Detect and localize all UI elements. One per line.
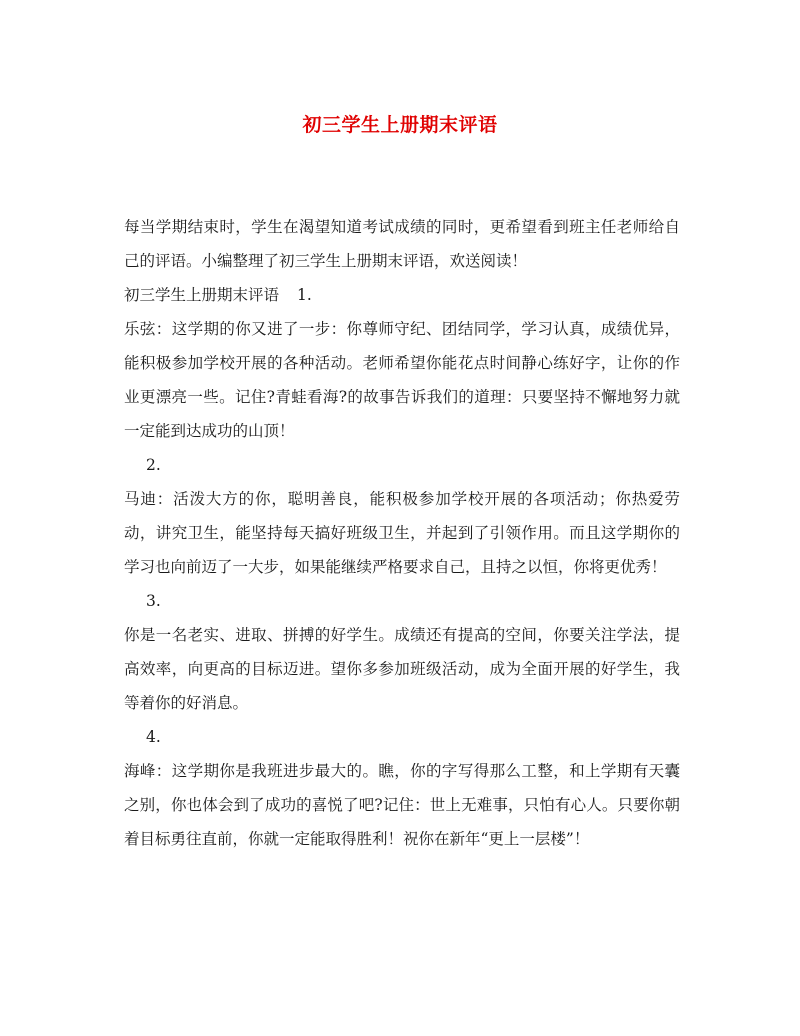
section-heading: 初三学生上册期末评语	[124, 286, 280, 304]
intro-paragraph: 每当学期结束时，学生在渴望知道考试成绩的同时，更希望看到班主任老师给自己的评语。小编整理了初三学生上册期末评语，欢送阅读！	[124, 218, 680, 270]
section-heading-line	[124, 278, 680, 312]
comment-paragraph-1: 乐弦：这学期的你又进了一步：你尊师守纪、团结同学，学习认真，成绩优异，能积极参加学校开展的各种活动。老师希望你能花点时间静心练好字，让你的作业更漂亮一些。记住?青蛙看海?的故事告诉我们的道理：只要坚持不懈地努力就一定能到达成功的山顶！	[124, 320, 680, 440]
page-title: 初三学生上册期末评语	[302, 114, 498, 136]
section-number: 1.	[297, 286, 312, 304]
comment-number-4: 4.	[146, 728, 161, 746]
comment-paragraph-3: 你是一名老实、进取、拼搏的好学生。成绩还有提高的空间，你要关注学法，提高效率，向更高的目标迈进。望你多参加班级活动，成为全面开展的好学生，我等着你的好消息。	[124, 626, 680, 712]
comment-paragraph-4: 海峰：这学期你是我班进步最大的。瞧，你的字写得那么工整，和上学期有天囊之别，你也体会到了成功的喜悦了吧?记住：世上无难事，只怕有心人。只要你朝着目标勇往直前，你就一定能取得胜利！祝你在新年“更上一层楼”！	[124, 762, 680, 848]
document-body	[124, 210, 680, 856]
comment-number-3: 3.	[146, 592, 161, 610]
comment-number-2: 2.	[146, 456, 161, 474]
comment-paragraph-2: 马迪：活泼大方的你，聪明善良，能积极参加学校开展的各项活动；你热爱劳动，讲究卫生，能坚持每天搞好班级卫生，并起到了引领作用。而且这学期你的学习也向前迈了一大步，如果能继续严格要求自己，且持之以恒，你将更优秀！	[124, 490, 680, 576]
